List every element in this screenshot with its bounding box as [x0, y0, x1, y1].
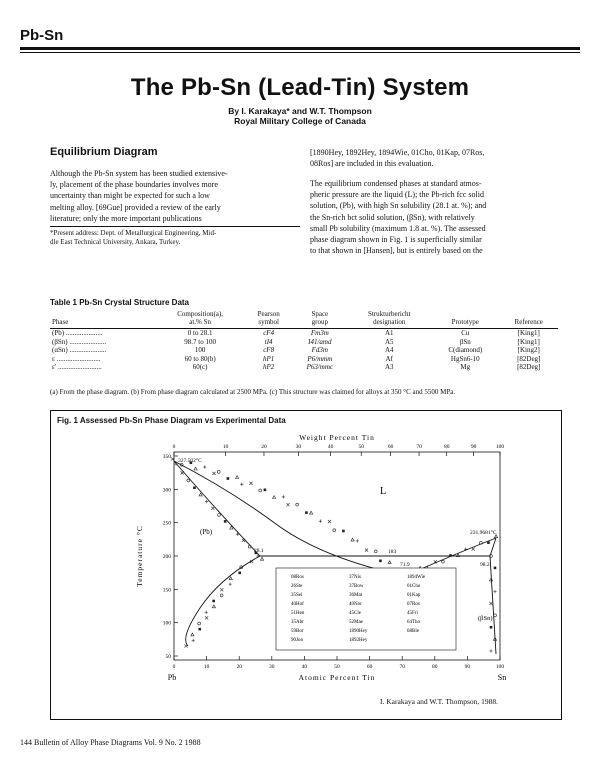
legend [276, 568, 456, 650]
legend-entry: 1894Wie [407, 575, 426, 580]
legend-entry: 26Ste [291, 584, 303, 589]
data-point [489, 649, 492, 652]
solidus-sn [490, 538, 496, 654]
legend-entry: 52Mae [349, 620, 363, 625]
top-tick-label: 40 [327, 444, 334, 450]
table-cell: Fd3m [311, 346, 328, 355]
data-point [487, 541, 490, 544]
header-rule-thick [20, 47, 580, 50]
table-cell: 60 to 80(b) [184, 354, 216, 363]
table-header-cell: Composition(a), at.% Sn [155, 310, 245, 329]
data-point [356, 539, 359, 542]
x-tick-label: 30 [269, 664, 275, 670]
data-point [286, 503, 289, 506]
data-point [259, 489, 262, 492]
table-cell: βSn [459, 337, 471, 346]
bottom-axis-label: Atomic Percent Tin [298, 673, 376, 682]
section-heading: Equilibrium Diagram [50, 146, 158, 158]
data-point [224, 520, 227, 523]
data-point [351, 538, 354, 541]
table-cell: A1 [384, 329, 394, 337]
pb-solvus-label: 28.1 [254, 548, 264, 554]
data-point [212, 605, 215, 608]
data-point [229, 577, 232, 580]
data-point [249, 482, 252, 485]
top-tick-label: 60 [387, 444, 394, 450]
data-point [310, 511, 313, 514]
table-cell: (Pb) ..................... [52, 329, 103, 337]
eutectic-temp-label: 183 [388, 549, 397, 555]
data-point [374, 550, 377, 553]
data-point [242, 539, 245, 542]
data-point [273, 496, 276, 499]
legend-entry: 01Kap [407, 593, 421, 598]
table-cell: Af [385, 354, 393, 363]
x-tick-label: 60 [366, 664, 373, 670]
text-line: melting alloy. [69Gue] provided a review of the early [50, 202, 221, 212]
legend-entry: 40Hof [291, 602, 304, 607]
x-axis-ticks [173, 656, 505, 670]
data-point [260, 557, 263, 560]
table-cell: Fm3m [310, 329, 329, 337]
liquidus-pb-side [174, 461, 405, 576]
pb-melting-label: 327.502°C [178, 458, 202, 464]
text-line: to that shown in [Hansen], but is entirely based on the [310, 246, 483, 256]
table-row [50, 346, 558, 355]
right-element-label: Sn [497, 673, 507, 682]
data-point [227, 477, 230, 480]
legend-entry: 37Bow [349, 584, 364, 589]
x-tick-label: 100 [495, 664, 505, 670]
table-cell: ε ......................... [52, 354, 101, 363]
data-point [319, 520, 322, 523]
top-tick-label: 10 [222, 444, 229, 450]
y-tick-label: 350 [162, 454, 171, 460]
table-header-cell: Strukturbericht designation [347, 310, 431, 329]
text-line: *Present address: Dept. of Metallurgical Engineering, Mid- [50, 229, 217, 237]
data-point [264, 489, 267, 492]
data-point [388, 561, 391, 564]
data-point [489, 602, 492, 605]
crystal-structure-table [50, 310, 558, 372]
data-point [238, 572, 241, 575]
data-point [212, 600, 215, 603]
text-line: solution, (Pb), with high Sn solubility (28.1 at. %); and [310, 201, 487, 211]
top-axis-label: Weight Percent Tin [299, 433, 375, 442]
data-point [490, 626, 493, 629]
text-line: 08Ros] are included in this evaluation. [310, 159, 434, 169]
legend-entry: 59Bor [291, 629, 304, 634]
data-point [305, 511, 308, 514]
table-cell: [82Deg] [517, 363, 541, 372]
table-cell: C(diamond) [448, 346, 483, 355]
table-cell: hP2 [263, 363, 275, 372]
table-row [50, 329, 558, 338]
y-axis-label: Temperature °C [135, 525, 144, 587]
data-point [198, 628, 201, 631]
y-tick-label: 300 [162, 487, 171, 494]
legend-entry: 51Hen [291, 611, 305, 616]
text-line: ly, placement of the phase boundaries involves more [50, 180, 218, 190]
data-point [328, 520, 331, 523]
table-caption: Table 1 Pb-Sn Crystal Structure Data [50, 298, 189, 307]
table-row [50, 363, 558, 372]
data-point [194, 467, 197, 470]
figure-caption: Fig. 1 Assessed Pb-Sn Phase Diagram vs Experimental Data [57, 416, 286, 425]
table-body [50, 329, 558, 372]
data-point [217, 470, 220, 473]
data-point [198, 622, 201, 625]
x-tick-label: 10 [203, 664, 210, 670]
authors: By I. Karakaya* and W.T. Thompson [228, 106, 372, 116]
y-tick-label: 250 [162, 520, 171, 527]
table-cell: cF8 [263, 346, 275, 355]
solidus-pb [174, 461, 260, 556]
table-cell: P63/mmc [306, 363, 334, 372]
data-point [365, 548, 368, 551]
running-head: Pb-Sn [20, 27, 64, 44]
data-point [187, 479, 190, 482]
table-cell: Mg [460, 363, 471, 372]
text-line: [1890Hey, 1892Hey, 1894Wie, 01Cho, 01Kap, 07Ros, [310, 148, 485, 157]
table-cell: [King1] [517, 329, 540, 337]
y-tick-label: 100 [162, 620, 171, 627]
table-cell: A4 [384, 346, 394, 355]
legend-entry: 36Mat [349, 593, 363, 598]
legend-entry: 35Abr [291, 620, 304, 625]
text-line: Although the Pb-Sn system has been studied extensive- [50, 169, 228, 178]
table-cell: 60(c) [192, 363, 208, 372]
data-point [193, 486, 196, 489]
table-header-cell: Prototype [431, 310, 499, 329]
data-point [205, 611, 208, 614]
data-point [282, 495, 285, 498]
x-tick-label: 90 [464, 664, 471, 670]
figure-credit: I. Karakaya and W.T. Thompson, 1988. [380, 697, 499, 706]
data-point [494, 567, 497, 570]
y-tick-label: 50 [165, 654, 171, 660]
data-point [181, 471, 184, 474]
table-cell: 98.7 to 100 [184, 337, 216, 346]
legend-entry: 45Fri [407, 611, 418, 616]
affiliation: Royal Military College of Canada [234, 116, 366, 126]
table-cell: [King1] [517, 337, 540, 346]
data-point [220, 594, 223, 597]
table-cell: (αSn) ..................... [52, 346, 107, 355]
data-point [220, 588, 223, 591]
region-liquid: L [380, 486, 387, 497]
data-point [379, 560, 382, 563]
data-point [191, 633, 194, 636]
data-point [218, 514, 221, 517]
table-cell: cF4 [263, 329, 275, 337]
top-tick-label: 30 [295, 444, 302, 450]
legend-entry: 37Nis [349, 575, 361, 580]
legend-entry: 68Ble [407, 629, 419, 634]
table-cell: hP1 [263, 354, 275, 363]
data-point [211, 507, 214, 510]
table-header-cell: Pearson symbol [245, 310, 292, 329]
text-line: phase diagram shown in Fig. 1 is superficially similar [310, 235, 482, 245]
top-tick-label: 70 [416, 444, 422, 450]
page-title: The Pb-Sn (Lead-Tin) System [130, 74, 470, 101]
data-point [240, 483, 243, 486]
x-tick-label: 0 [172, 664, 176, 670]
x-tick-label: 80 [432, 664, 438, 670]
table-cell: I41/amd [308, 337, 332, 346]
table-cell: tI4 [264, 337, 273, 346]
table-cell: P6/mmm [307, 354, 333, 363]
data-point [333, 529, 336, 532]
top-tick-label: 0 [172, 444, 176, 450]
footnote-rule [50, 226, 300, 227]
top-tick-label: 100 [495, 444, 505, 450]
table-cell: 100 [194, 346, 206, 355]
header-rule-thin [20, 52, 580, 53]
table-cell: 0 to 28.1 [187, 329, 213, 337]
table-header-cell: Reference [499, 310, 558, 329]
data-point [205, 616, 208, 619]
data-point [199, 493, 202, 496]
sn-melting-label: 231.9681°C [470, 530, 497, 536]
table-cell: A3 [384, 363, 394, 372]
data-point [192, 639, 195, 642]
table-cell: HgSn6-10 [450, 354, 480, 363]
table-cell: ε' ......................... [52, 363, 102, 372]
y-tick-label: 150 [162, 587, 171, 594]
legend-entry: 1890Hey [349, 629, 368, 634]
phase-diagram [50, 428, 560, 698]
top-tick-label: 20 [261, 444, 267, 450]
data-point [203, 465, 206, 468]
table-row [50, 338, 558, 347]
data-point [205, 500, 208, 503]
data-point [184, 644, 187, 647]
left-element-label: Pb [167, 673, 177, 682]
top-tick-label: 90 [470, 444, 477, 450]
legend-entry: 45Cle [349, 611, 361, 616]
table-header-cell: Phase [50, 310, 155, 329]
x-tick-label: 40 [301, 664, 308, 670]
top-tick-label: 50 [358, 444, 364, 450]
top-tick-label: 80 [443, 444, 450, 450]
legend-entry: 07Ros [407, 602, 420, 607]
legend-entry: 1892Hey [349, 638, 368, 643]
table-header-cell: Space group [292, 310, 347, 329]
x-tick-label: 70 [399, 664, 405, 670]
legend-entry: 08Ros [291, 575, 304, 580]
legend-entry: 35Sei [291, 593, 303, 598]
legend-entry: 64Tho [407, 620, 421, 625]
y-tick-label: 200 [162, 554, 171, 560]
table-cell: A5 [384, 337, 394, 346]
table-cell: [82Deg] [517, 354, 541, 363]
data-point [493, 590, 496, 593]
top-axis-ticks [173, 444, 505, 456]
text-line: uncertainty than might be expected for such a low [50, 191, 210, 201]
data-point [472, 547, 475, 550]
sn-solvus-label: 98.2 [480, 562, 490, 568]
legend-entry: 90Jon [291, 638, 303, 643]
table-cell: [King2] [517, 346, 540, 355]
data-point [342, 530, 345, 533]
x-tick-label: 50 [334, 664, 340, 670]
footnote [50, 229, 300, 247]
data-point [296, 503, 299, 506]
right-column-para-1 [310, 147, 560, 169]
data-point [212, 472, 215, 475]
right-column-para-2 [310, 178, 560, 256]
data-point [449, 554, 452, 557]
legend-entry: 40Nor [349, 602, 362, 607]
table-header-row [50, 310, 558, 329]
text-line: The equilibrium condensed phases at standard atmos- [310, 179, 482, 188]
text-line: pheric pressure are the liquid (L); the Pb-rich fcc solid [310, 190, 484, 200]
table-cell: (βSn) ..................... [52, 337, 107, 346]
region-sn: (βSn) [478, 615, 493, 622]
x-tick-label: 20 [236, 664, 242, 670]
table-row [50, 355, 558, 364]
table-note: (a) From the phase diagram. (b) From phase diagram calculated at 2500 MPa. (c) This structure was claimed for alloys at 350 °C and 5500 MPa. [50, 388, 456, 396]
data-point [442, 560, 445, 563]
text-line: dle East Technical University, Ankara, Turkey. [50, 238, 181, 246]
page-footer: 144 Bulletin of Alloy Phase Diagrams Vol. 9 No. 2 1988 [20, 738, 201, 747]
legend-entry: 01Cho [407, 584, 421, 589]
solvus-pb [186, 556, 260, 646]
text-line: the Sn-rich bct solid solution, (βSn), with relatively [310, 212, 475, 222]
table-cell: Cu [461, 329, 470, 337]
data-point [229, 583, 232, 586]
region-pb: (Pb) [200, 528, 213, 536]
text-line: literature; only the more important publications [50, 213, 202, 223]
data-point [236, 476, 239, 479]
y-axis-ticks [163, 454, 178, 660]
eutectic-comp-label: 71.9 [400, 562, 410, 568]
text-line: small Pb solubility (maximum 1.8 at. %). The assessed [310, 223, 486, 233]
left-column [50, 168, 300, 224]
